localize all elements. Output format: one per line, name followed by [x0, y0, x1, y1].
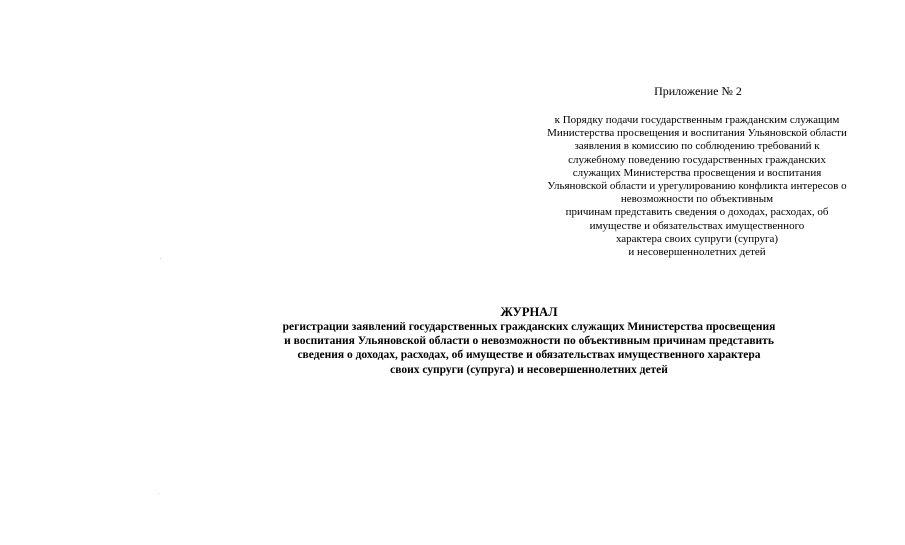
annex-line: Ульяновской области и урегулированию конфликта интересов о	[547, 180, 847, 193]
scan-speck	[158, 493, 159, 494]
annex-title: Приложение № 2	[654, 84, 742, 98]
scan-speck	[160, 258, 161, 259]
journal-subtitle-line: и воспитания Ульяновской области о невозможности по объективным причинам представить	[284, 335, 774, 348]
journal-subtitle-line: сведения о доходах, расходах, об имуществе и обязательствах имущественного характера	[297, 349, 761, 362]
annex-line: и несовершеннолетних детей	[628, 246, 766, 259]
annex-line: к Порядку подачи государственным гражданским служащим	[554, 114, 840, 126]
journal-subtitle	[200, 320, 858, 377]
annex-line: имуществе и обязательствах имущественного	[589, 219, 805, 232]
annex-line: служащих Министерства просвещения и воспитания	[572, 166, 822, 179]
annex-line: служебному поведению государственных гражданских	[568, 153, 826, 166]
annex-line: невозможности по объективным	[620, 193, 774, 206]
annex-line: Министерства просвещения и воспитания Ульяновской области	[547, 127, 847, 140]
journal-title: ЖУРНАЛ	[500, 305, 558, 319]
annex-line: причинам представить сведения о доходах, расходах, об	[565, 206, 829, 219]
journal-subtitle-line: своих супруги (супруга) и несовершеннолетних детей	[390, 363, 668, 376]
annex-description	[520, 114, 874, 259]
annex-line: заявления в комиссию по соблюдению требований к	[574, 140, 820, 153]
annex-line: характера своих супруги (супруга)	[615, 232, 779, 245]
journal-subtitle-line: регистрации заявлений государственных гражданских служащих Министерства просвещения	[282, 321, 776, 333]
